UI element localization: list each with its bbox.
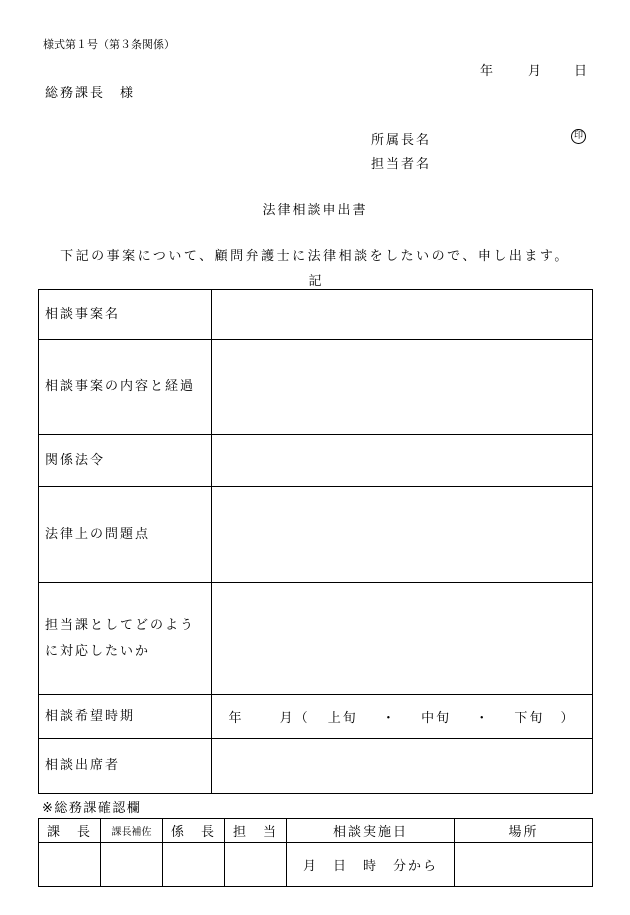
document-title: 法律相談申出書	[262, 203, 368, 218]
table-row	[39, 695, 593, 739]
desired-period-field[interactable]	[212, 695, 593, 739]
row-label-line: に対応したいか	[45, 643, 151, 659]
location-field[interactable]	[455, 843, 593, 887]
case-details-field[interactable]	[212, 340, 593, 435]
confirm-header: 課長補佐	[101, 819, 163, 843]
period-year: 年	[228, 711, 244, 726]
attendees-field[interactable]	[212, 739, 593, 794]
confirm-header: 担 当	[225, 819, 287, 843]
table-row	[39, 487, 593, 583]
table-row	[39, 739, 593, 794]
seal-mark: 印	[571, 129, 586, 144]
table-row	[39, 290, 593, 340]
period-late-option[interactable]: 下旬	[514, 711, 545, 726]
row-label	[39, 583, 212, 695]
row-label: 相談事案名	[39, 290, 212, 340]
assistant-chief-seal-field[interactable]	[101, 843, 163, 887]
ki-label: 記	[308, 274, 322, 289]
confirm-header: 係 長	[163, 819, 225, 843]
table-row	[39, 819, 593, 843]
application-table	[38, 289, 593, 794]
person-in-charge-label: 担当者名	[371, 157, 432, 172]
row-label: 相談事案の内容と経過	[39, 340, 212, 435]
table-row	[39, 340, 593, 435]
case-name-field[interactable]	[212, 290, 593, 340]
response-plan-field[interactable]	[212, 583, 593, 695]
table-row	[39, 843, 593, 887]
confirmation-section-label: ※総務課確認欄	[42, 801, 142, 816]
confirm-header: 課 長	[39, 819, 101, 843]
unit-chief-seal-field[interactable]	[163, 843, 225, 887]
section-chief-seal-field[interactable]	[39, 843, 101, 887]
row-label: 法律上の問題点	[39, 487, 212, 583]
form-number: 様式第１号（第３条関係）	[43, 38, 175, 51]
confirm-header: 場所	[455, 819, 593, 843]
row-label-line: 担当課としてどのよう	[45, 617, 196, 633]
table-row	[39, 583, 593, 695]
row-label: 相談希望時期	[39, 695, 212, 739]
date-month-label: 月	[528, 64, 542, 79]
staff-seal-field[interactable]	[225, 843, 287, 887]
period-separator: ・	[475, 711, 491, 726]
related-laws-field[interactable]	[212, 435, 593, 487]
belong-head-label: 所属長名	[371, 133, 432, 148]
period-mid-option[interactable]: 中旬	[421, 711, 452, 726]
confirmation-table	[38, 818, 593, 887]
row-label: 関係法令	[39, 435, 212, 487]
confirm-header: 相談実施日	[287, 819, 455, 843]
period-close-paren: ）	[560, 711, 576, 726]
period-early-option[interactable]: 上旬	[327, 711, 358, 726]
table-row	[39, 435, 593, 487]
lead-text: 下記の事案について、顧問弁護士に法律相談をしたいので、申し出ます。	[60, 249, 570, 264]
row-label: 相談出席者	[39, 739, 212, 794]
addressee: 総務課長 様	[45, 86, 136, 101]
consultation-date-field[interactable]: 月 日 時 分から	[287, 843, 455, 887]
period-month: 月（	[279, 711, 310, 726]
legal-issues-field[interactable]	[212, 487, 593, 583]
date-year-label: 年	[480, 64, 494, 79]
date-day-label: 日	[574, 64, 588, 79]
period-separator: ・	[381, 711, 397, 726]
